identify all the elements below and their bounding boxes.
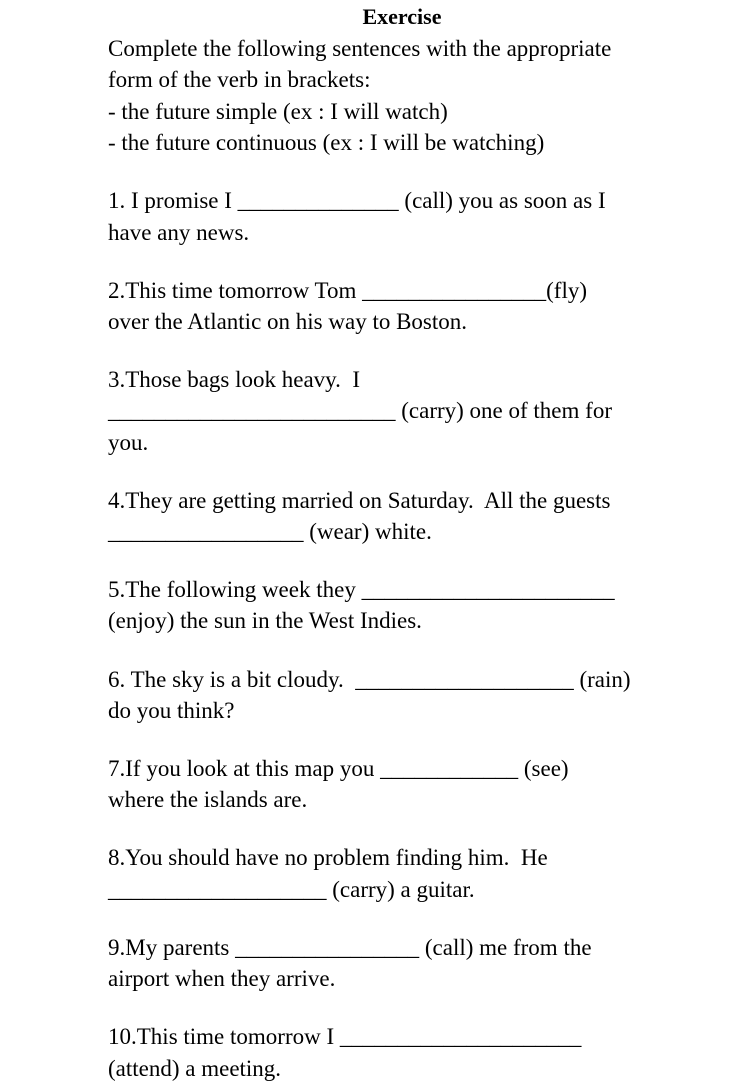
question-3-line-1: 3.Those bags look heavy. I: [108, 367, 361, 392]
question-1-line-1: 1. I promise I ______________ (call) you as soon as I: [108, 188, 606, 213]
question-3-line-3: you.: [108, 430, 149, 455]
question-5-line-2: (enjoy) the sun in the West Indies.: [108, 608, 422, 633]
question-6-line-1: 6. The sky is a bit cloudy. ___________________ (rain): [108, 667, 631, 692]
page-title: Exercise: [362, 4, 442, 29]
question-6-line-2: do you think?: [108, 698, 235, 723]
question-4-line-1: 4.They are getting married on Saturday. All the guests: [108, 488, 611, 513]
question-9-line-2: airport when they arrive.: [108, 966, 336, 991]
question-10-line-2: (attend) a meeting.: [108, 1056, 282, 1081]
question-5-line-1: 5.The following week they ______________________: [108, 577, 615, 602]
question-2-line-1: 2.This time tomorrow Tom ________________(fly): [108, 278, 588, 303]
question-9-line-1: 9.My parents ________________ (call) me from the: [108, 935, 592, 960]
question-4-line-2: _________________ (wear) white.: [108, 519, 432, 544]
question-10-line-1: 10.This time tomorrow I _____________________: [108, 1024, 582, 1049]
question-1-line-2: have any news.: [108, 220, 250, 245]
question-2-line-2: over the Atlantic on his way to Boston.: [108, 309, 468, 334]
question-8-line-2: ___________________ (carry) a guitar.: [108, 877, 475, 902]
question-3-line-2: _________________________ (carry) one of them for: [108, 398, 612, 423]
instructions-line-1: Complete the following sentences with the appropriate: [108, 36, 612, 61]
instructions-line-2: form of the verb in brackets:: [108, 67, 371, 92]
question-7-line-2: where the islands are.: [108, 787, 308, 812]
instructions-bullet-future-simple: - the future simple (ex : I will watch): [108, 99, 448, 124]
instructions-bullet-future-continuous: - the future continuous (ex : I will be watching): [108, 130, 545, 155]
question-8-line-1: 8.You should have no problem finding him. He: [108, 845, 548, 870]
question-7-line-1: 7.If you look at this map you ____________ (see): [108, 756, 569, 781]
